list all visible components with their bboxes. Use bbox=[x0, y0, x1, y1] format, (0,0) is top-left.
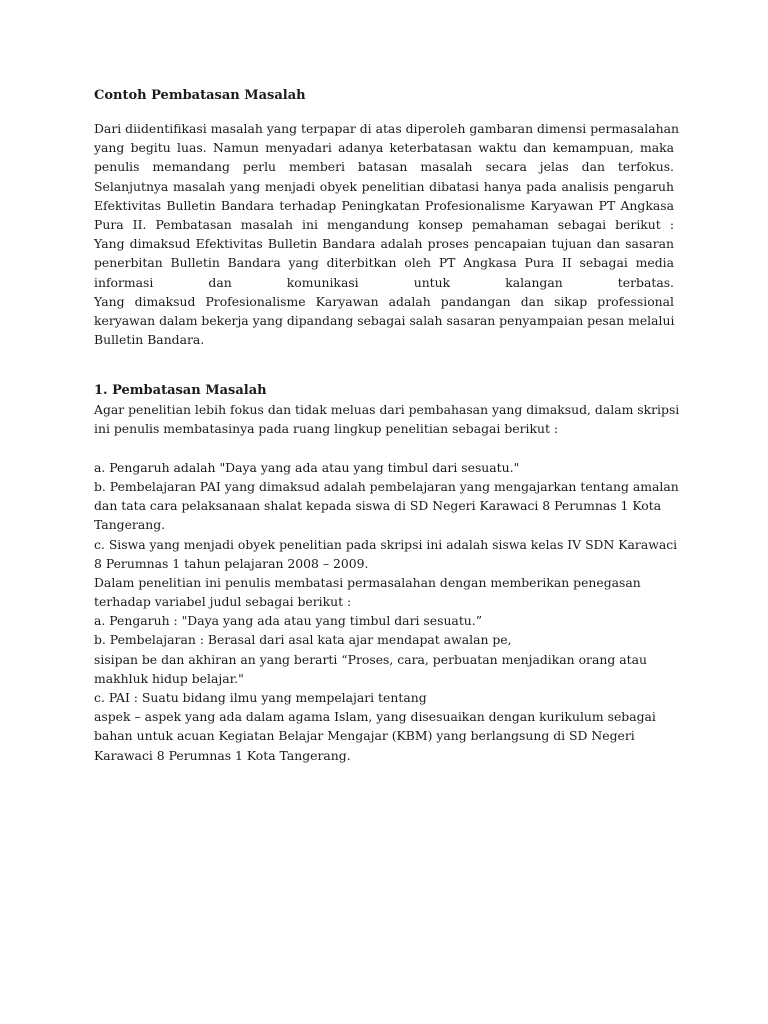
intro-line: penerbitan Bulletin Bandara yang diterbitkan oleh PT Angkasa Pura II sebagai media bbox=[94, 255, 674, 271]
list-item: bahan untuk acuan Kegiatan Belajar Mengajar (KBM) yang berlangsung di SD Negeri bbox=[94, 728, 635, 744]
intro-line: Yang dimaksud Profesionalisme Karyawan adalah pandangan dan sikap professional bbox=[94, 293, 674, 309]
intro-line: Yang dimaksud Efektivitas Bulletin Bandara adalah proses pencapaian tujuan dan sasaran bbox=[94, 236, 674, 252]
section-intro-line: ini penulis membatasinya pada ruang lingkup penelitian sebagai berikut : bbox=[94, 421, 559, 437]
document-title: Contoh Pembatasan Masalah bbox=[94, 88, 306, 103]
list-item: aspek – aspek yang ada dalam agama Islam, yang disesuaikan dengan kurikulum sebagai bbox=[94, 709, 656, 725]
section-pembatasan-masalah bbox=[94, 381, 694, 765]
list-item: Tangerang. bbox=[94, 517, 166, 533]
list-item: terhadap variabel judul sebagai berikut : bbox=[94, 594, 352, 610]
list-item: c. Siswa yang menjadi obyek penelitian pada skripsi ini adalah siswa kelas IV SDN Karawaci bbox=[94, 536, 678, 552]
intro-line: Bulletin Bandara. bbox=[94, 332, 205, 348]
intro-line: Selanjutnya masalah yang menjadi obyek penelitian dibatasi hanya pada analisis pengaruh bbox=[94, 178, 674, 194]
list-item: c. PAI : Suatu bidang ilmu yang mempelajari tentang bbox=[94, 690, 427, 705]
list-item: sisipan be dan akhiran an yang berarti “Proses, cara, perbuatan menjadikan orang atau bbox=[94, 651, 647, 667]
list-item: Karawaci 8 Perumnas 1 Kota Tangerang. bbox=[94, 747, 351, 763]
paragraph-gap bbox=[94, 439, 694, 458]
intro-line: Efektivitas Bulletin Bandara terhadap Peningkatan Profesionalisme Karyawan PT Angkasa bbox=[94, 197, 674, 213]
section-heading: 1. Pembatasan Masalah bbox=[94, 383, 267, 398]
intro-line: penulis memandang perlu memberi batasan masalah secara jelas dan terfokus. bbox=[94, 159, 674, 175]
intro-line: yang begitu luas. Namun menyadari adanya keterbatasan waktu dan kemampuan, maka bbox=[94, 140, 674, 156]
section-intro-line: Agar penelitian lebih fokus dan tidak meluas dari pembahasan yang dimaksud, dalam skripsi bbox=[94, 402, 680, 418]
list-item: makhluk hidup belajar." bbox=[94, 670, 244, 686]
intro-line: informasi dan komunikasi untuk kalangan terbatas. bbox=[94, 274, 674, 290]
intro-line: keryawan dalam bekerja yang dipandang sebagai salah sasaran penyampaian pesan melalui bbox=[94, 312, 675, 328]
intro-line: Dari diidentifikasi masalah yang terpapar di atas diperoleh gambaran dimensi permasalahan bbox=[94, 121, 679, 136]
list-item: a. Pengaruh : "Daya yang ada atau yang timbul dari sesuatu.” bbox=[94, 613, 483, 629]
list-item: Dalam penelitian ini penulis membatasi permasalahan dengan memberikan penegasan bbox=[94, 574, 641, 590]
list-item: a. Pengaruh adalah "Daya yang ada atau yang timbul dari sesuatu." bbox=[94, 459, 520, 475]
intro-paragraph bbox=[94, 119, 679, 349]
intro-line: Pura II. Pembatasan masalah ini mengandung konsep pemahaman sebagai berikut : bbox=[94, 216, 674, 232]
list-item: b. Pembelajaran : Berasal dari asal kata ajar mendapat awalan pe, bbox=[94, 632, 512, 648]
list-item: 8 Perumnas 1 tahun pelajaran 2008 – 2009. bbox=[94, 555, 369, 571]
list-item: b. Pembelajaran PAI yang dimaksud adalah pembelajaran yang mengajarkan tentang amalan bbox=[94, 478, 679, 494]
list-item: dan tata cara pelaksanaan shalat kepada siswa di SD Negeri Karawaci 8 Perumnas 1 Kota bbox=[94, 498, 662, 514]
